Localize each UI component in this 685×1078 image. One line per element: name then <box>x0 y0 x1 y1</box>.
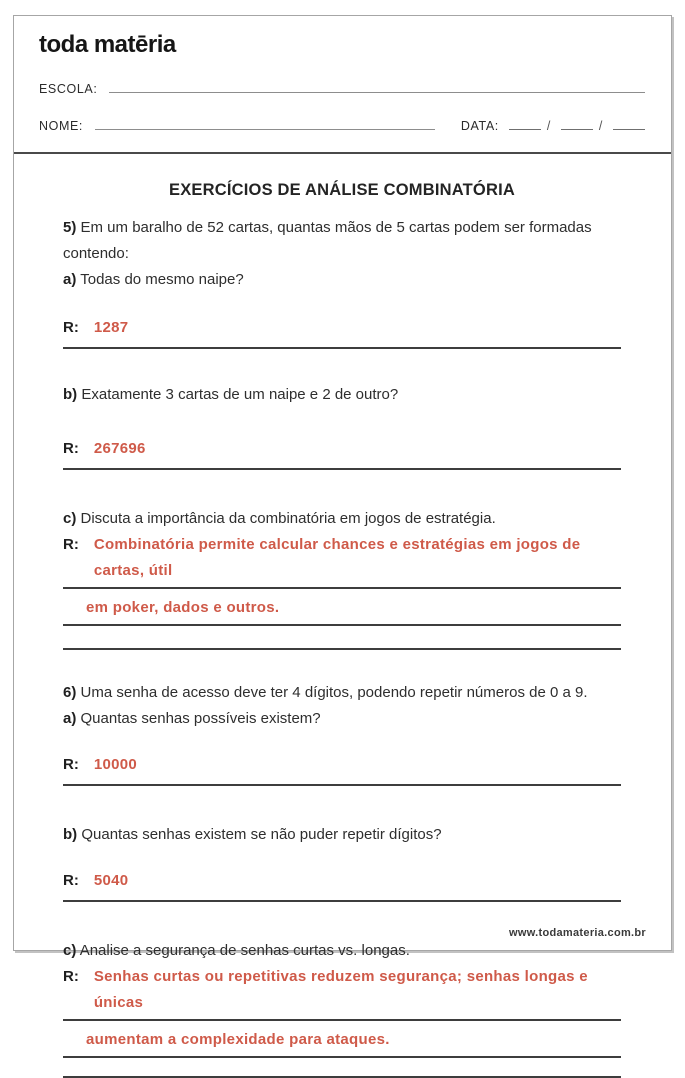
answer-6a-value: 10000 <box>93 756 138 773</box>
answer-5c-value-line1: Combinatória permite calcular chances e estratégias em jogos de cartas, útil <box>93 536 581 579</box>
school-field-row <box>39 80 645 96</box>
school-label: ESCOLA: <box>39 82 98 96</box>
page-header <box>14 16 671 133</box>
worksheet-title: EXERCÍCIOS DE ANÁLISE COMBINATÓRIA <box>169 181 515 199</box>
answer-6c-line2 <box>63 1027 621 1058</box>
answer-5c-value-line2: em poker, dados e outros. <box>86 599 280 616</box>
answer-5a-value: 1287 <box>93 319 129 336</box>
site-url: www.todamateria.com.br <box>509 927 646 939</box>
school-fill-line <box>109 80 645 93</box>
answer-6a: R: 10000 <box>63 752 621 786</box>
date-group <box>461 117 645 133</box>
worksheet-content <box>14 177 671 1078</box>
question-5-text: 5) Em um baralho de 52 cartas, quantas mãos de 5 cartas podem ser formadas contendo: <box>63 219 592 262</box>
question-6b-text: b) Quantas senhas existem se não puder repetir dígitos? <box>63 826 442 843</box>
question-6c-text: c) Analise a segurança de senhas curtas vs. longas. <box>63 942 410 959</box>
answer-5b: R: 267696 <box>63 436 621 470</box>
question-5-number: 5) <box>63 219 77 236</box>
name-label: NOME: <box>39 119 83 133</box>
header-divider <box>14 152 671 154</box>
answer-6c-value-line2: aumentam a complexidade para ataques. <box>86 1031 390 1048</box>
answer-6b-value: 5040 <box>93 872 129 889</box>
question-5b-text: b) Exatamente 3 cartas de um naipe e 2 de outro? <box>63 386 399 403</box>
answer-5a: R: 1287 <box>63 315 621 349</box>
extra-answer-line <box>63 648 621 650</box>
question-5a-text: a) Todas do mesmo naipe? <box>63 271 244 288</box>
date-month-line <box>561 117 593 130</box>
answer-5b-value: 267696 <box>93 440 146 457</box>
date-slash: / <box>598 119 603 133</box>
question-5c-text: c) Discuta a importância da combinatória em jogos de estratégia. <box>63 510 496 527</box>
worksheet-page <box>13 15 672 1048</box>
name-date-row <box>39 117 645 133</box>
question-6-text: 6) Uma senha de acesso deve ter 4 dígitos, podendo repetir números de 0 a 9. <box>63 684 588 701</box>
answer-6c-line1: R: Senhas curtas ou repetitivas reduzem segurança; senhas longas e únicas <box>63 964 621 1021</box>
name-fill-line <box>95 117 435 130</box>
date-day-line <box>509 117 541 130</box>
question-6a-text: a) Quantas senhas possíveis existem? <box>63 710 321 727</box>
question-6-number: 6) <box>63 684 77 701</box>
answer-5c-line2 <box>63 595 621 626</box>
date-slash: / <box>546 119 551 133</box>
brand-logo: toda matēria <box>39 31 176 58</box>
answer-6c-value-line1: Senhas curtas ou repetitivas reduzem segurança; senhas longas e únicas <box>93 968 588 1011</box>
answer-6b: R: 5040 <box>63 868 621 902</box>
date-label: DATA: <box>460 119 499 133</box>
answer-5c-line1: R: Combinatória permite calcular chances e estratégias em jogos de cartas, útil <box>63 532 621 589</box>
date-year-line <box>613 117 645 130</box>
